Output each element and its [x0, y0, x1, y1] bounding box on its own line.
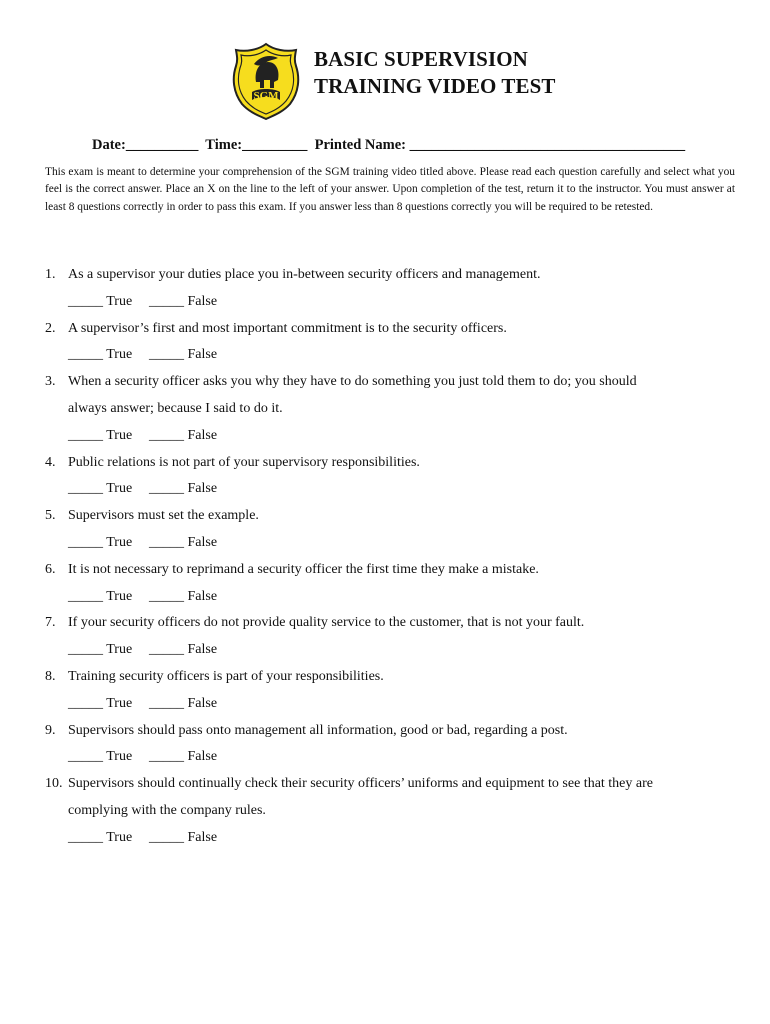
question-text: Supervisors must set the example.: [68, 508, 259, 524]
question-line: [45, 667, 735, 694]
true-answer-blank[interactable]: _____ True: [68, 427, 133, 443]
title-line-2: TRAINING VIDEO TEST: [314, 74, 556, 98]
true-answer-blank[interactable]: _____ True: [68, 588, 133, 604]
false-answer-blank[interactable]: _____ False: [149, 293, 218, 309]
logo-text: SGM: [253, 90, 279, 102]
answer-options: [45, 694, 735, 721]
answer-options: [45, 426, 735, 453]
question-text: When a security officer asks you why they have to do something you just told them to do; you should: [68, 374, 637, 390]
question-number: 8.: [45, 668, 56, 684]
question-list: [45, 265, 735, 855]
header: [230, 42, 710, 122]
date-time-name-fields[interactable]: Date:__________ Time:_________ Printed Name: ______________________________________: [92, 137, 686, 153]
question-line: [45, 319, 735, 346]
question-line: [45, 721, 735, 748]
question-number: 7.: [45, 615, 56, 631]
title-line-1: BASIC SUPERVISION: [314, 47, 528, 71]
sgm-badge-logo: [230, 42, 302, 120]
answer-options: [45, 747, 735, 774]
question-text: complying with the company rules.: [68, 802, 266, 818]
question-line: [45, 774, 735, 801]
question-item: [45, 721, 735, 775]
question-text: Training security officers is part of your responsibilities.: [68, 668, 384, 684]
question-item: [45, 506, 735, 560]
question-number: 5.: [45, 508, 56, 524]
question-number: 2.: [45, 320, 56, 336]
answer-options: [45, 587, 735, 614]
question-item: [45, 319, 735, 373]
true-answer-blank[interactable]: _____ True: [68, 829, 133, 845]
answer-options: [45, 640, 735, 667]
answer-options: [45, 345, 735, 372]
answer-options: [45, 533, 735, 560]
true-answer-blank[interactable]: _____ True: [68, 534, 133, 550]
question-item: [45, 613, 735, 667]
question-line: [45, 801, 735, 828]
question-item: [45, 667, 735, 721]
question-line: [45, 372, 735, 399]
question-line: [45, 560, 735, 587]
false-answer-blank[interactable]: _____ False: [149, 695, 218, 711]
answer-options: [45, 292, 735, 319]
question-item: [45, 560, 735, 614]
question-text: always answer; because I said to do it.: [68, 400, 283, 416]
false-answer-blank[interactable]: _____ False: [149, 588, 218, 604]
answer-options: [45, 828, 735, 855]
question-number: 10.: [45, 776, 63, 792]
question-number: 4.: [45, 454, 56, 470]
instructions-paragraph: This exam is meant to determine your comprehension of the SGM training video titled above. Please read each question carefully and select what you feel is the correct answer. Place an X on the line to the left of your answer. Upon completion of the test, return it to the instructor. You must answer at least 8 questions correctly in order to pass this exam. If you answer less than 8 questions correctly you will be required to be retested.: [45, 166, 735, 213]
question-number: 3.: [45, 374, 56, 390]
question-text: It is not necessary to reprimand a security officer the first time they make a mistake.: [68, 561, 539, 577]
false-answer-blank[interactable]: _____ False: [149, 749, 218, 765]
question-line: [45, 613, 735, 640]
false-answer-blank[interactable]: _____ False: [149, 829, 218, 845]
true-answer-blank[interactable]: _____ True: [68, 695, 133, 711]
question-line: [45, 265, 735, 292]
document-title: [314, 46, 556, 100]
question-text: If your security officers do not provide quality service to the customer, that is not your fault.: [68, 615, 585, 631]
question-text: Public relations is not part of your supervisory responsibilities.: [68, 454, 420, 470]
false-answer-blank[interactable]: _____ False: [149, 642, 218, 658]
question-number: 1.: [45, 267, 56, 282]
question-text: Supervisors should pass onto management all information, good or bad, regarding a post.: [68, 722, 568, 738]
true-answer-blank[interactable]: _____ True: [68, 293, 133, 309]
question-line: [45, 506, 735, 533]
question-item: [45, 453, 735, 507]
answer-options: [45, 479, 735, 506]
question-line: [45, 453, 735, 480]
question-number: 6.: [45, 561, 56, 577]
question-item: [45, 372, 735, 452]
true-answer-blank[interactable]: _____ True: [68, 749, 133, 765]
false-answer-blank[interactable]: _____ False: [149, 481, 218, 497]
true-answer-blank[interactable]: _____ True: [68, 481, 133, 497]
false-answer-blank[interactable]: _____ False: [149, 534, 218, 550]
question-item: [45, 774, 735, 854]
question-text: A supervisor’s first and most important commitment is to the security officers.: [68, 320, 507, 336]
true-answer-blank[interactable]: _____ True: [68, 642, 133, 658]
question-number: 9.: [45, 722, 56, 738]
false-answer-blank[interactable]: _____ False: [149, 427, 218, 443]
question-text: As a supervisor your duties place you in-between security officers and management.: [68, 267, 541, 282]
true-answer-blank[interactable]: _____ True: [68, 347, 133, 363]
question-line: [45, 399, 735, 426]
question-item: [45, 265, 735, 319]
question-text: Supervisors should continually check their security officers’ uniforms and equipment to see that they are: [68, 776, 653, 792]
false-answer-blank[interactable]: _____ False: [149, 347, 218, 363]
